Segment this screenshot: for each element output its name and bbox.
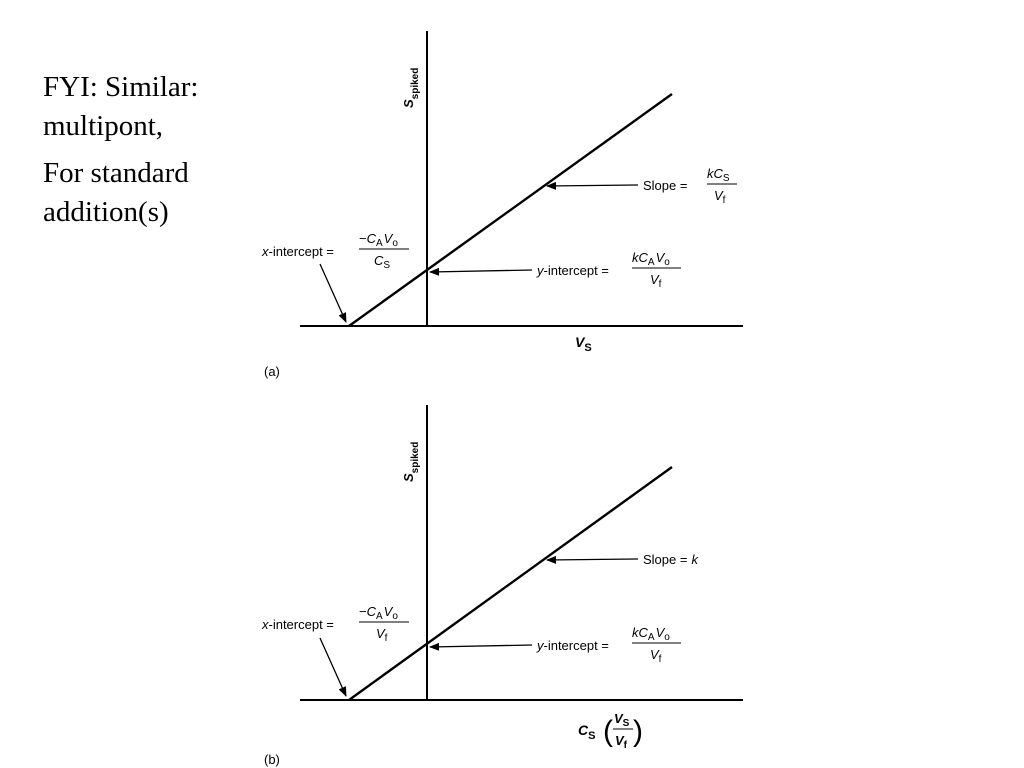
panel-b-x-axis-label xyxy=(578,711,643,751)
panel-b-label: (b) xyxy=(264,752,280,767)
panel-a-y-axis-label: $S_{spiked}$ xyxy=(401,67,421,108)
panel-b-slope-arrow xyxy=(547,559,638,560)
panel-b-x-intercept-denominator: $V_f$ xyxy=(376,626,388,644)
panel-a-y-intercept-label xyxy=(536,250,681,290)
panel-b-slope-label: Slope = k xyxy=(643,552,698,567)
panel-b-y-intercept-label xyxy=(536,625,681,665)
panel-b-y-intercept-numerator: $kC_AV_o$ xyxy=(632,625,670,643)
note-line-3: For standard xyxy=(43,157,189,189)
panel-b-y-intercept-denominator: $V_f$ xyxy=(650,647,662,665)
panel-a-x-intercept-arrow xyxy=(320,264,346,322)
panel-b-y-intercept-lead: y-intercept = xyxy=(537,638,609,653)
panel-a-x-intercept-label xyxy=(261,231,409,271)
panel-a-slope-lead: Slope = xyxy=(643,178,688,193)
panel-a-slope-denominator: $V_f$ xyxy=(714,188,726,206)
panel-a-slope-arrow xyxy=(547,185,638,186)
panel-a-x-intercept-lead: x-intercept = xyxy=(262,244,334,259)
panel-a-slope-numerator: $kC_S$ xyxy=(707,166,730,184)
panel-b-x-axis-denominator: $V_f$ xyxy=(615,733,628,751)
panel-b-x-intercept-label xyxy=(261,604,409,644)
panel-a-x-axis-label: $V_S$ xyxy=(575,334,592,354)
panel-b-x-axis-numerator: $V_S$ xyxy=(614,711,630,729)
panel-b-x-intercept-arrow xyxy=(320,638,346,696)
note-line-4: addition(s) xyxy=(43,196,169,228)
panel-b-y-intercept-arrow xyxy=(430,645,532,647)
panel-a-y-intercept-denominator: $V_f$ xyxy=(650,272,662,290)
panel-a-slope-label xyxy=(643,166,737,206)
panel-b-calibration-line xyxy=(349,467,672,700)
panel-a-y-intercept-numerator: $kC_AV_o$ xyxy=(632,250,670,268)
panel-a-y-intercept-lead: y-intercept = xyxy=(537,263,609,278)
panel-b xyxy=(261,405,743,767)
note-line-1: FYI: Similar: xyxy=(43,71,199,103)
panel-a-label: (a) xyxy=(264,364,280,379)
note-line-2: multipont, xyxy=(43,110,164,142)
panel-a-y-intercept-arrow xyxy=(430,270,532,272)
panel-b-x-axis-c: $C_S$ xyxy=(578,722,596,742)
panel-a-x-intercept-numerator: $-C_AV_o$ xyxy=(359,231,398,249)
panel-b-x-axis-paren-open: ( xyxy=(603,715,613,748)
panel-a-calibration-line xyxy=(349,94,672,326)
panel-b-y-axis-label: $S_{spiked}$ xyxy=(401,441,421,482)
panel-a-x-intercept-denominator: $C_S$ xyxy=(374,253,391,271)
panel-b-x-axis-paren-close: ) xyxy=(633,715,643,748)
panel-b-x-intercept-numerator: $-C_AV_o$ xyxy=(359,604,398,622)
panel-b-x-intercept-lead: x-intercept = xyxy=(262,617,334,632)
panel-a xyxy=(261,31,743,379)
